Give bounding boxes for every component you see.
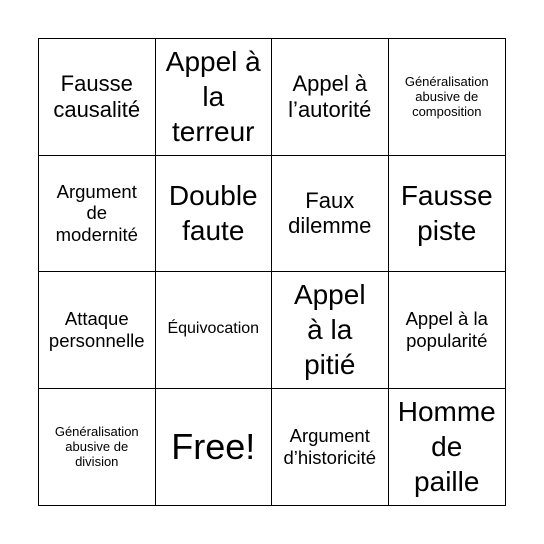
bingo-cell[interactable]	[272, 39, 389, 156]
bingo-cell[interactable]	[272, 389, 389, 506]
cell-label: Argument de modernité	[55, 180, 138, 246]
bingo-cell[interactable]	[156, 272, 273, 389]
bingo-cell[interactable]	[39, 39, 156, 156]
cell-label: Généralisation abusive de division	[54, 423, 139, 470]
cell-label: Appel à la pitié	[293, 279, 366, 381]
bingo-cell-free[interactable]	[156, 389, 273, 506]
cell-label: Généralisation abusive de composition	[404, 73, 489, 120]
bingo-cell[interactable]	[389, 389, 506, 506]
cell-label: Appel à l’autorité	[288, 71, 372, 122]
cell-label: Fausse causalité	[53, 71, 141, 122]
bingo-cell[interactable]	[272, 156, 389, 273]
bingo-cell[interactable]	[389, 39, 506, 156]
cell-label: Homme de paille	[397, 396, 496, 498]
cell-label: Argument d’historicité	[283, 425, 377, 468]
cell-label: Fausse piste	[400, 180, 493, 247]
bingo-cell[interactable]	[389, 272, 506, 389]
bingo-cell[interactable]	[39, 389, 156, 506]
bingo-board	[38, 38, 506, 506]
cell-label: Appel à la terreur	[165, 46, 261, 148]
cell-label: Attaque personnelle	[48, 308, 145, 351]
bingo-cell[interactable]	[156, 156, 273, 273]
cell-label: Équivocation	[167, 320, 260, 338]
bingo-cell[interactable]	[39, 272, 156, 389]
bingo-cell[interactable]	[272, 272, 389, 389]
free-space-label: Free!	[171, 425, 256, 467]
bingo-cell[interactable]	[389, 156, 506, 273]
bingo-cell[interactable]	[39, 156, 156, 273]
cell-label: Faux dilemme	[288, 187, 372, 239]
bingo-cell[interactable]	[156, 39, 273, 156]
cell-label: Double faute	[168, 180, 258, 247]
cell-label: Appel à la popularité	[405, 308, 488, 351]
